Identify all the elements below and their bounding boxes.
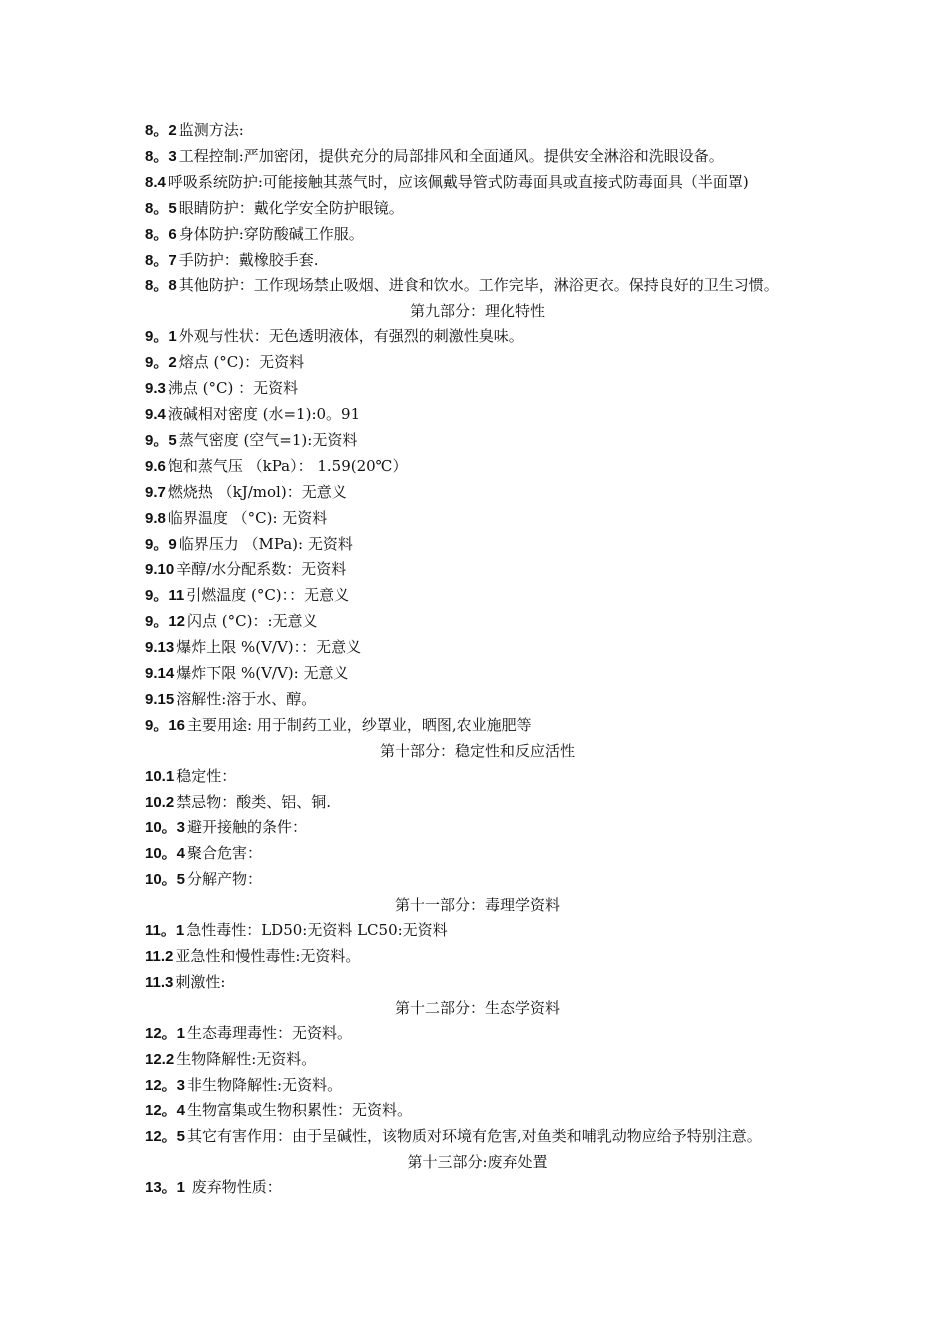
item-number: 9。12 [145, 613, 186, 631]
item-number: 10。3 [145, 819, 186, 837]
item-text: 爆炸下限 %(V/V): 无意义 [176, 664, 349, 683]
item-line [145, 918, 810, 944]
item-line [145, 532, 810, 558]
item-line [145, 557, 810, 583]
item-line [145, 248, 810, 274]
item-number: 12。3 [145, 1076, 186, 1094]
item-number: 8。8 [145, 277, 177, 295]
item-text: 生物降解性:无资料。 [176, 1049, 317, 1068]
item-line [145, 222, 810, 248]
item-number: 9.10 [145, 561, 175, 579]
item-number: 9。2 [145, 354, 177, 372]
item-line [145, 1124, 810, 1150]
item-number: 9.13 [145, 639, 175, 657]
item-text: 监测方法: [178, 121, 244, 139]
item-line [145, 118, 810, 144]
item-text: 眼睛防护：戴化学安全防护眼镜。 [178, 198, 404, 217]
item-number: 8。7 [145, 251, 177, 269]
section-heading: 第十二部分：生态学资料 [394, 998, 560, 1017]
item-number: 11。1 [145, 922, 185, 940]
item-number: 12。1 [145, 1024, 186, 1042]
item-number: 9。5 [145, 431, 177, 449]
item-line [145, 583, 810, 609]
item-line [145, 273, 810, 299]
item-line [145, 970, 810, 996]
item-line [145, 1098, 810, 1124]
item-line [145, 428, 810, 454]
item-line [145, 944, 810, 970]
item-line [145, 1073, 810, 1099]
section-heading: 第十三部分:废弃处置 [407, 1153, 548, 1172]
item-number: 12。4 [145, 1102, 186, 1120]
item-text: 熔点 (°C)：无资料 [178, 353, 305, 372]
item-line [145, 144, 810, 170]
item-text: 液碱相对密度 (水=1):0。91 [167, 404, 361, 423]
item-number: 12。5 [145, 1128, 186, 1146]
item-line [145, 661, 810, 687]
item-text: 辛醇/水分配系数：无资料 [176, 560, 347, 579]
item-line [145, 350, 810, 376]
item-text: 主要用途: 用于制药工业，纱罩业，晒图,农业施肥等 [187, 715, 532, 734]
item-text: 刺激性: [175, 972, 226, 991]
item-text: 外观与性状：无色透明液体，有强烈的刺激性臭味。 [178, 327, 524, 346]
item-text: 生物富集或生物积累性：无资料。 [187, 1101, 413, 1120]
item-number: 8.4 [145, 173, 166, 191]
item-number: 9。11 [145, 587, 185, 605]
item-line [145, 454, 810, 480]
item-number: 11.2 [145, 948, 174, 965]
item-line [145, 196, 810, 222]
item-line [145, 506, 810, 532]
item-text: 聚合危害： [187, 844, 263, 863]
item-number: 10.1 [145, 767, 175, 785]
item-text: 禁忌物：酸类、铝、铜. [176, 792, 331, 811]
section-heading: 第九部分：理化特性 [409, 302, 545, 321]
item-text: 沸点 (°C) ：无资料 [167, 379, 299, 398]
item-text: 饱和蒸气压 （kPa）： 1.59(20℃） [167, 456, 408, 475]
item-number: 9。1 [145, 328, 177, 346]
item-text: 手防护：戴橡胶手套. [178, 250, 319, 269]
item-line [145, 480, 810, 506]
item-number: 9。9 [145, 535, 177, 553]
section-heading: 第十部分：稳定性和反应活性 [379, 741, 575, 760]
item-number: 9.4 [145, 405, 166, 423]
item-text: 爆炸上限 %(V/V)：：无意义 [176, 638, 362, 657]
item-number: 8。6 [145, 225, 177, 243]
item-text: 其它有害作用：由于呈碱性，该物质对环境有危害,对鱼类和哺乳动物应给予特别注意。 [187, 1127, 762, 1146]
item-number: 9.8 [145, 509, 166, 527]
item-text: 分解产物： [187, 870, 263, 889]
item-number: 9。16 [145, 716, 186, 734]
item-line [145, 376, 810, 402]
item-line [145, 867, 810, 893]
item-text: 呼吸系统防护:可能接触其蒸气时，应该佩戴导管式防毒面具或直接式防毒面具（半面罩) [167, 172, 749, 191]
item-text: 亚急性和慢性毒性:无资料。 [175, 947, 361, 965]
item-number: 8。3 [145, 147, 177, 165]
item-line [145, 764, 810, 790]
item-number: 8。5 [145, 199, 177, 217]
item-text: 闪点 (°C)：:无意义 [187, 612, 318, 631]
item-number: 9.14 [145, 665, 175, 683]
item-line [145, 1047, 810, 1073]
item-line [145, 402, 810, 428]
item-text: 引燃温度 (°C)：：无意义 [186, 586, 350, 605]
item-line [145, 815, 810, 841]
item-text: 其他防护：工作现场禁止吸烟、进食和饮水。工作完毕，淋浴更衣。保持良好的卫生习惯。 [178, 276, 779, 295]
item-line [145, 324, 810, 350]
item-text: 急性毒性：LD50:无资料 LC50:无资料 [186, 921, 448, 940]
item-text: 工程控制:严加密闭，提供充分的局部排风和全面通风。提供安全淋浴和洗眼设备。 [178, 146, 724, 165]
item-text: 临界温度 （°C): 无资料 [167, 508, 328, 527]
item-text: 稳定性： [176, 766, 237, 785]
item-line [145, 687, 810, 713]
item-text: 临界压力 （MPa): 无资料 [178, 534, 353, 553]
item-text: 燃烧热 （kJ/mol)：无意义 [167, 482, 347, 501]
item-line [145, 1021, 810, 1047]
item-line [145, 713, 810, 739]
item-text: 身体防护:穿防酸碱工作服。 [178, 224, 364, 243]
item-number: 10。5 [145, 871, 186, 889]
item-text: 溶解性:溶于水、醇。 [176, 689, 317, 708]
item-text: 避开接触的条件： [187, 818, 308, 837]
item-line [145, 170, 810, 196]
item-text: 蒸气密度 (空气=1):无资料 [178, 430, 358, 449]
item-number: 11.3 [145, 973, 174, 991]
item-number: 9.6 [145, 457, 166, 475]
item-number: 9.7 [145, 483, 166, 501]
item-number: 8。2 [145, 122, 177, 139]
item-text: 生态毒理毒性：无资料。 [187, 1023, 353, 1042]
item-line [145, 609, 810, 635]
item-number: 10。4 [145, 845, 186, 863]
item-text: 废弃物性质： [187, 1178, 282, 1197]
item-line [145, 635, 810, 661]
item-number: 9.15 [145, 690, 175, 708]
item-number: 13。1 [145, 1179, 186, 1197]
item-number: 12.2 [145, 1050, 175, 1068]
item-line [145, 790, 810, 816]
item-number: 10.2 [145, 793, 175, 811]
item-number: 9.3 [145, 380, 166, 398]
section-heading: 第十一部分：毒理学资料 [394, 896, 560, 915]
item-line [145, 841, 810, 867]
document-page [145, 118, 810, 1201]
item-line [145, 1175, 810, 1201]
item-text: 非生物降解性:无资料。 [187, 1075, 343, 1094]
